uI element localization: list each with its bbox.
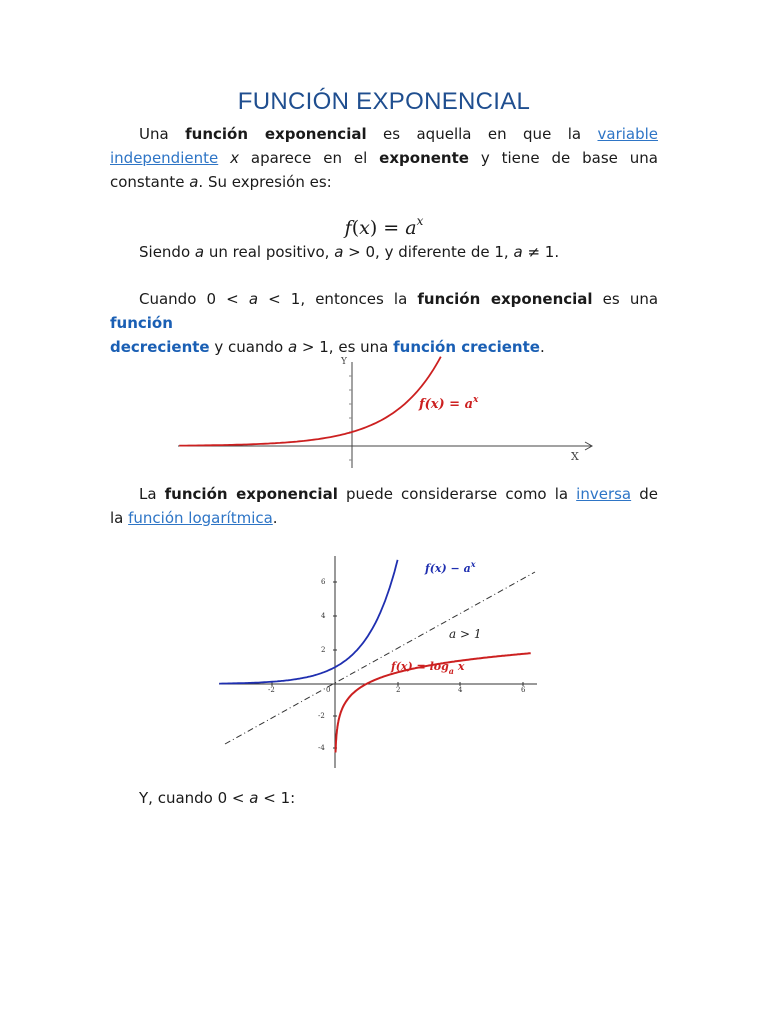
intro-line-1: Una función exponencial es aquella en que la variable bbox=[139, 125, 659, 143]
exponential-graph bbox=[172, 350, 597, 470]
formula: $f(x) = a^x$ bbox=[344, 214, 424, 239]
monotonic-line-2: decreciente y cuando a > 1, es una función creciente. bbox=[110, 338, 545, 356]
y-tick-neg4: -4 bbox=[318, 744, 325, 752]
monotonic-line-1: Cuando 0 < a < 1, entonces la función exponencial es una función bbox=[110, 290, 659, 332]
curve-label: $f(x) = a^x$ bbox=[419, 395, 479, 412]
decreasing-case-paragraph: Y, cuando 0 < a < 1: bbox=[139, 789, 296, 807]
funcion-logaritmica-link[interactable]: función logarítmica bbox=[128, 509, 273, 527]
exp-log-graph bbox=[215, 550, 540, 772]
x-tick-labels bbox=[268, 686, 526, 694]
variable-link[interactable]: variable bbox=[597, 125, 659, 143]
page-title: FUNCIÓN EXPONENCIAL bbox=[237, 88, 531, 115]
x-axis-label: X bbox=[571, 450, 579, 463]
monotonic-paragraph bbox=[110, 287, 658, 359]
condition-paragraph: Siendo a un real positivo, a > 0, y diferente de 1, a ≠ 1. bbox=[139, 243, 560, 261]
exponential-curve bbox=[179, 357, 441, 446]
log-curve-label: $f(x) = \log_a x$ bbox=[391, 660, 465, 676]
inverse-line-1: La función exponencial puede considerarse como la inversa de bbox=[139, 485, 658, 503]
inverse-line-2: la función logarítmica. bbox=[110, 509, 278, 527]
inversa-link[interactable]: inversa bbox=[576, 485, 632, 503]
condition-label: a > 1 bbox=[449, 627, 482, 641]
x-tick-0: 0 bbox=[326, 686, 331, 694]
y-axis-label: Y bbox=[341, 357, 347, 367]
x-tick-6: 6 bbox=[521, 686, 526, 694]
y-tick-2: 2 bbox=[321, 646, 326, 654]
exponential-curve bbox=[219, 560, 397, 684]
y-tick-4: 4 bbox=[321, 612, 326, 620]
intro-line-2: independiente x aparece en el exponente y tiene de base una bbox=[110, 149, 658, 167]
exp-curve-label: $f(x) - a^x$ bbox=[425, 559, 476, 575]
y-tick-6: 6 bbox=[321, 578, 326, 586]
inverse-paragraph bbox=[110, 482, 658, 530]
x-tick-4: 4 bbox=[458, 686, 463, 694]
x-tick-2: 2 bbox=[396, 686, 401, 694]
independiente-link[interactable]: independiente bbox=[110, 149, 219, 167]
intro-line-3: constante a. Su expresión es: bbox=[110, 173, 332, 191]
x-tick-neg2: -2 bbox=[268, 686, 275, 694]
intro-paragraph bbox=[110, 122, 658, 194]
y-tick-neg2: -2 bbox=[318, 712, 325, 720]
y-tick-labels bbox=[318, 578, 326, 752]
